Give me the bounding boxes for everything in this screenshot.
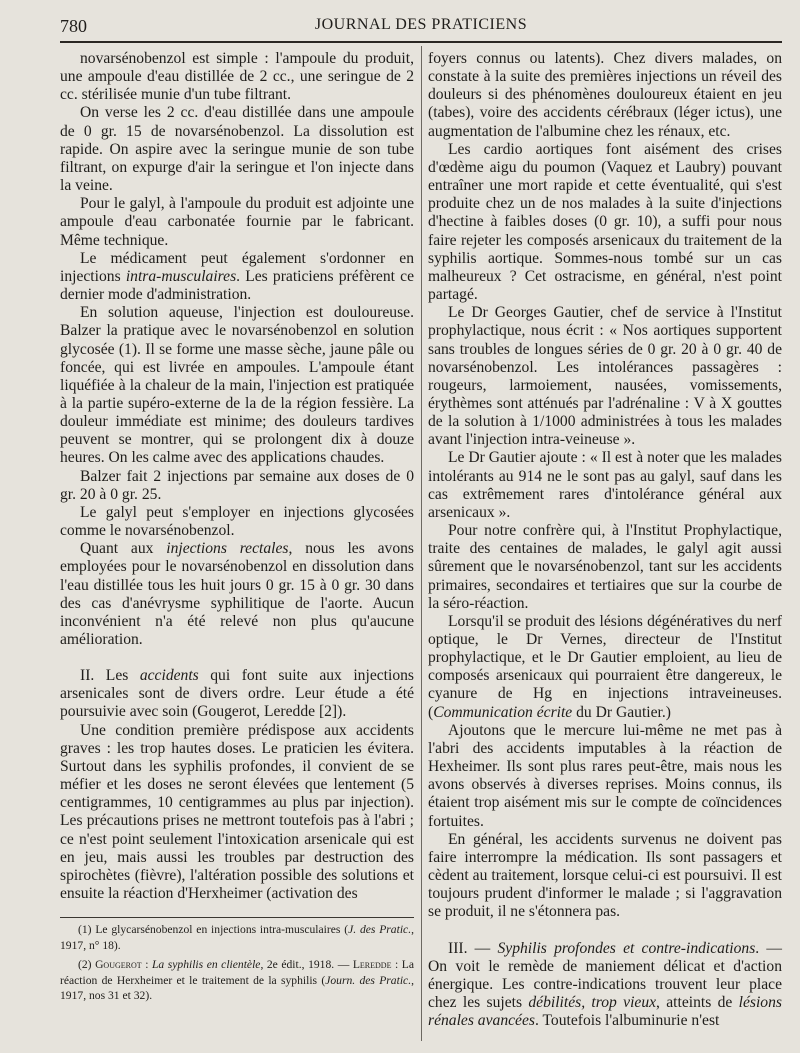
section-paragraph: III. — Syphilis profondes et contre-indications. — On voit le remède de maniement délicat et d'action énergique. Les contre-indications trouvent leur place chez les sujets débilités, trop vieux, atteints de lésions rénales avancées. Toutefois l'albuminurie n'est: [428, 939, 782, 1030]
left-column: [60, 50, 414, 1004]
footnotes: [60, 922, 414, 1004]
footnote-separator: [60, 917, 414, 918]
paragraph: Les cardio aortiques font aisément des crises d'œdème aigu du poumon (Vaquez et Laubry) pouvant entraîner une mort rapide et cette éventualité, qui s'est produite chez un de nos malades à la suite d'injections d'hectine à faibles doses (0 gr. 10), a suffi pour nous faire rejeter les composés arsenicaux du traitement de la syphilis aortique. Sommes-nous tombé sur un cas malheureux ? Cet ostracisme, en général, n'est point partagé.: [428, 140, 782, 304]
italic-text: injections rectales: [166, 540, 289, 558]
section-paragraph: II. Les accidents qui font suite aux injections arsenicales sont de divers ordre. Leur étude a été poursuivie avec soin (Gougerot, Leredde [2]).: [60, 667, 414, 721]
footnote-2: (2) Gougerot : La syphilis en clientèle, 2e édit., 1918. — Leredde : La réaction de Herxheimer et le traitement de la syphilis (Journ. des Pratic., 1917, nos 31 et 32).: [60, 958, 415, 1003]
italic-text: Syphilis profondes et contre-indications: [497, 939, 756, 957]
italic-text: accidents: [139, 667, 199, 685]
paragraph: Le galyl peut s'employer en injections glycosées comme le novarsénobenzol.: [60, 503, 414, 540]
paragraph: novarsénobenzol est simple : l'ampoule du produit, une ampoule d'eau distillée de 2 cc., une seringue de 2 cc. stérilisée munie d'un tube filtrant.: [60, 50, 414, 104]
right-column: [428, 50, 782, 1030]
paragraph: Le Dr Georges Gautier, chef de service à l'Institut prophylactique, nous écrit : « Nos aortiques supportent sans troubles de longues séries de 0 gr. 20 à 0 gr. 40 de novarsénobenzol. Les intolérances passagères : rougeurs, larmoiement, nausées, vomissements, érythèmes sont atténués par l'adrénaline : V à X gouttes de la solution à 1/1000 administrées à tous les malades avant l'injection intra-veineuse ».: [428, 304, 782, 449]
paragraph: En solution aqueuse, l'injection est douloureuse. Balzer la pratique avec le novarsénobenzol en solution glycosée (1). Il se forme une masse sèche, jaune pâle ou foncée, qui est livrée en ampoules. L'ampoule étant liquéfiée à la chaleur de la main, l'injection est pratiquée à la partie supéro-externe de la de la région fessière. La douleur immédiate est minime; des douleurs tardives peuvent se montrer, qui se prolongent dix à douze heures. On les calme avec des applications chaudes.: [60, 304, 414, 467]
paragraph: Ajoutons que le mercure lui-même ne met pas à l'abri des accidents imputables à la réaction de Hexheimer. Ils sont plus rares peut-être, mais nous les avons observés à diverses reprises. Moins connus, ils étaient trop aisément mis sur le compte de coïncidences fortuites.: [428, 721, 782, 830]
italic-text: lésions rénales avancées: [428, 993, 782, 1030]
paragraph: Le Dr Gautier ajoute : « Il est à noter que les malades intolérants au 914 ne le sont pas au galyl, sauf dans les cas extrêmement rares d'intolérance général aux arsenicaux ».: [428, 449, 782, 521]
italic-text: débilités, trop vieux: [528, 993, 657, 1011]
paragraph: Pour notre confrère qui, à l'Institut Prophylactique, traite des centaines de malades, le galyl agit aussi sûrement que le novarsénobenzol, tant sur les accidents primaires, secondaires et tertiaires que sur la courbe de la séro-réaction.: [428, 522, 782, 612]
page-number: 780: [60, 16, 87, 36]
paragraph: Balzer fait 2 injections par semaine aux doses de 0 gr. 20 à 0 gr. 25.: [60, 467, 414, 503]
paragraph: Pour le galyl, à l'ampoule du produit est adjointe une ampoule d'eau carbonatée fournie par le fabricant. Même technique.: [60, 195, 414, 249]
italic-text: intra-musculaires: [125, 267, 237, 285]
paragraph: En général, les accidents survenus ne doivent pas faire interrompre la médication. Ils sont passagers et cèdent au traitement, lorsque celui-ci est poursuivi. Il est toujours prudent d'informer le malade ; si l'aggravation se produit, il ne s'étonnera pas.: [428, 830, 782, 921]
column-divider: [421, 46, 422, 1041]
italic-text: Communication écrite: [433, 703, 573, 721]
paragraph: Lorsqu'il se produit des lésions dégénératives du nerf optique, le Dr Vernes, directeur de l'Institut prophylactique, et le Dr Gautier emploient, au lieu de composés arsenicaux qui pourraient être dangereux, le cyanure de Hg en injections intraveineuses. (Communication écrite du Dr Gautier.): [428, 612, 782, 721]
header-rule: [60, 41, 782, 43]
paragraph: On verse les 2 cc. d'eau distillée dans une ampoule de 0 gr. 15 de novarsénobenzol. La dissolution est rapide. On aspire avec la seringue munie de son tube filtrant, on expurge d'air la seringue et l'on injecte dans la veine.: [60, 104, 414, 195]
paragraph: Quant aux injections rectales, nous les avons employées pour le novarsénobenzol en dissolution dans l'eau distillée tous les huit jours 0 gr. 15 à 0 gr. 30 dans des cas d'anévrysme syphilitique de l'aorte. Aucun inconvénient n'a été relevé non plus qu'aucune amélioration.: [60, 540, 414, 648]
paragraph: foyers connus ou latents). Chez divers malades, on constate à la suite des premières injections un réveil des douleurs si des phénomènes douloureux étaient en jeu (tabes), voire des accidents cérébraux (léger ictus), une augmentation de l'albumine chez les rénaux, etc.: [428, 50, 782, 140]
paragraph: Le médicament peut également s'ordonner en injections intra-musculaires. Les praticiens préfèrent ce dernier mode d'administration.: [60, 249, 415, 304]
footnote-1: (1) Le glycarsénobenzol en injections intra-musculaires (J. des Pratic., 1917, n° 18).: [60, 923, 414, 952]
page-header: [60, 12, 782, 40]
journal-title: JOURNAL DES PRATICIENS: [314, 16, 528, 33]
paragraph: Une condition première prédispose aux accidents graves : les trop hautes doses. Le praticien les évitera. Surtout dans les syphilis profondes, il convient de se méfier et les doses ne seront élevées que lentement (5 centigrammes, 10 centigrammes au plus par injection). Les précautions prises ne mettront toutefois pas à l'abri ; ce n'est point seulement l'intoxication arsenicale qui est en jeu, mais aussi les troubles par destruction des spirochètes (fièvre), l'altération possible des solutions et ensuite la réaction d'Herxheimer (activation des: [60, 721, 414, 903]
